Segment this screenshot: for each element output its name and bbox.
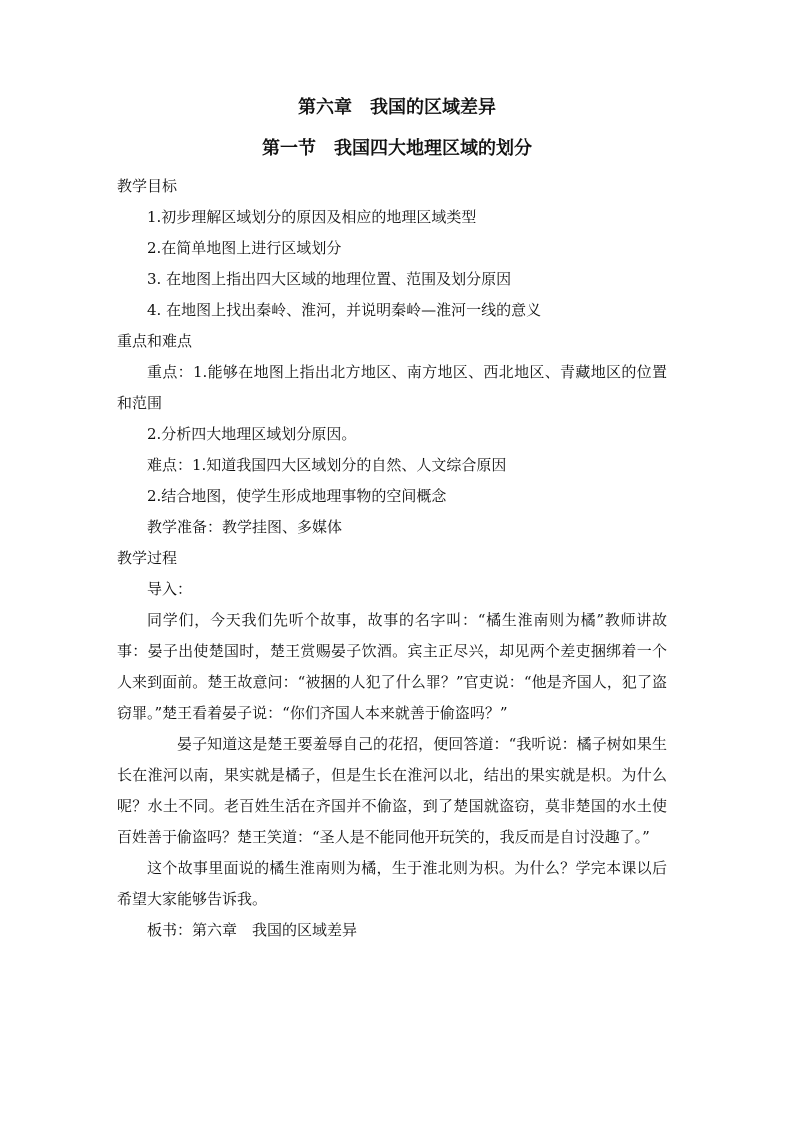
key-point-2: 2.分析四大地理区域划分原因。 (147, 425, 357, 443)
process-heading: 教学过程 (117, 549, 178, 567)
objectives-heading: 教学目标 (117, 177, 178, 195)
document-body (117, 171, 667, 946)
intro-label: 导入： (147, 580, 193, 598)
story-paragraph-1: 同学们，今天我们先听个故事，故事的名字叫：“橘生淮南则为橘”教师讲故事：晏子出使楚国时，楚王赏赐晏子饮酒。宾主正尽兴，却见两个差吏捆绑着一个人来到面前。楚王故意问：“被捆的人犯了什么罪？”官吏说：“他是齐国人，犯了盗窃罪。”楚王看着晏子说：“你们齐国人本来就善于偷盗吗？” (117, 611, 667, 722)
objective-item: 3. 在地图上指出四大区域的地理位置、范围及划分原因 (147, 270, 512, 288)
difficulty-2: 2.结合地图，使学生形成地理事物的空间概念 (147, 487, 447, 505)
key-points-heading: 重点和难点 (117, 332, 193, 350)
objective-item: 4. 在地图上找出秦岭、淮河，并说明秦岭—淮河一线的意义 (147, 301, 542, 319)
key-point-1: 重点：1.能够在地图上指出北方地区、南方地区、西北地区、青藏地区的位置和范围 (117, 363, 667, 412)
objective-item: 2.在简单地图上进行区域划分 (147, 239, 342, 257)
board-writing: 板书：第六章 我国的区域差异 (147, 921, 358, 939)
chapter-title: 第六章 我国的区域差异 (298, 97, 496, 118)
section-title: 第一节 我国四大地理区域的划分 (262, 138, 532, 159)
story-paragraph-2: 晏子知道这是楚王要羞辱自己的花招，便回答道：“我听说：橘子树如果生长在淮河以南，果实就是橘子，但是生长在淮河以北，结出的果实就是枳。为什么呢？水土不同。老百姓生活在齐国并不偷盗，到了楚国就盗窃，莫非楚国的水土使百姓善于偷盗吗？楚王笑道：“圣人是不能同他开玩笑的，我反而是自讨没趣了。” (117, 735, 667, 846)
teaching-preparation: 教学准备：教学挂图、多媒体 (147, 518, 343, 536)
difficulty-1: 难点：1.知道我国四大区域划分的自然、人文综合原因 (147, 456, 507, 474)
story-paragraph-3: 这个故事里面说的橘生淮南则为橘，生于淮北则为枳。为什么？学完本课以后希望大家能够告诉我。 (117, 859, 667, 908)
objective-item: 1.初步理解区域划分的原因及相应的地理区域类型 (147, 208, 477, 226)
